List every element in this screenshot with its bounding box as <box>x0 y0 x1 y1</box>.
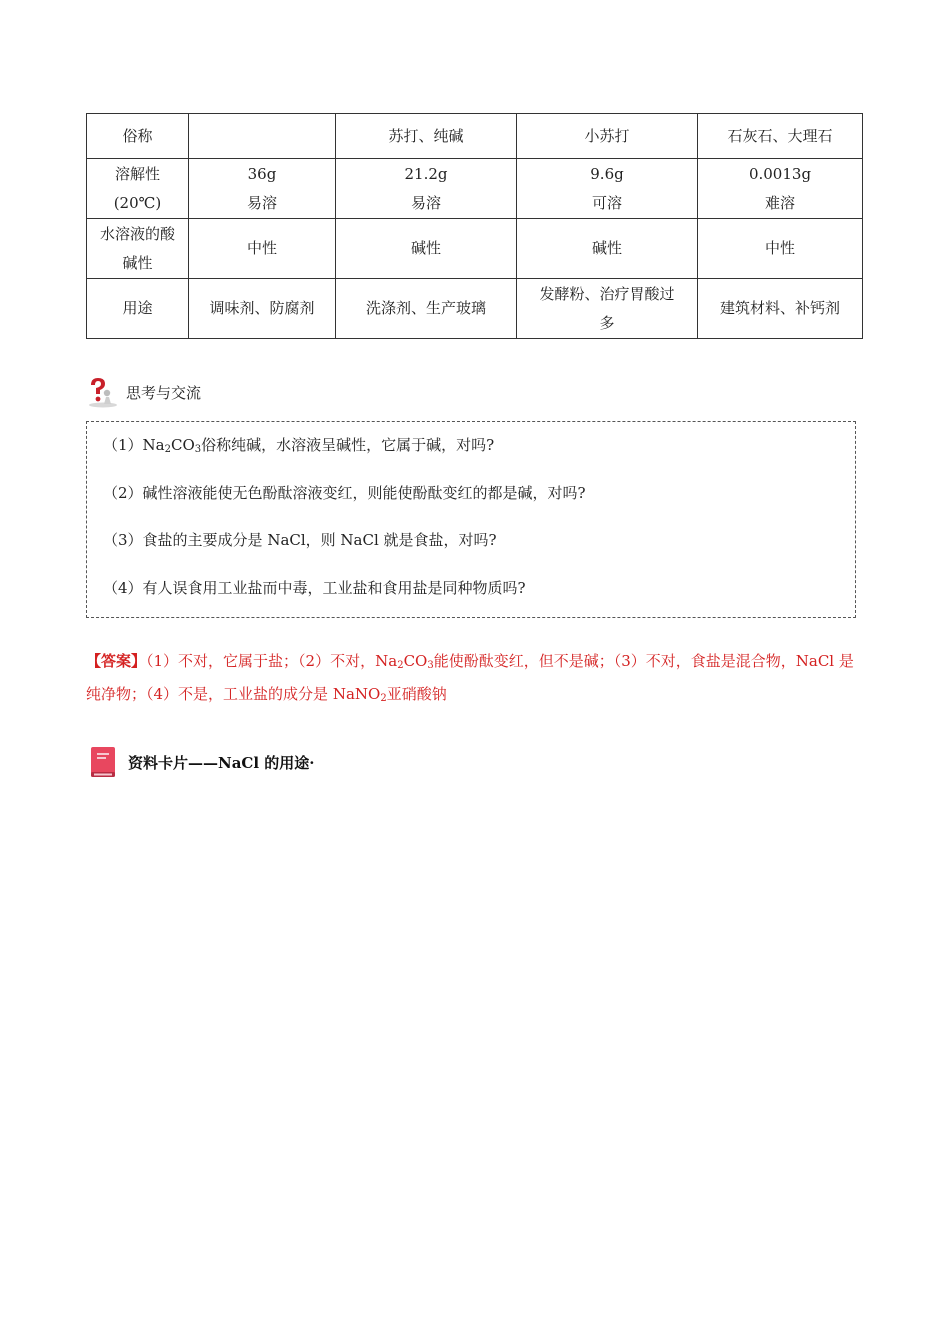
card-title: 资料卡片——NaCl 的用途· <box>128 753 315 772</box>
question-item: $(1)Na_2CO_3$俗称纯碱，水溶液呈碱性，它属于碱，对吗? <box>103 436 495 455</box>
table-cell: 碱性 <box>517 219 698 279</box>
table-cell: 洗涤剂、生产玻璃 <box>336 279 517 339</box>
question-item: （4）有人误食用工业盐而中毒，工业盐和食用盐是同种物质吗? <box>103 578 526 597</box>
think-section-header <box>86 376 201 408</box>
table-cell: 石灰石、大理石 <box>698 114 863 159</box>
table-row <box>87 219 863 279</box>
info-card-header <box>88 746 315 778</box>
row-label: 俗称 <box>87 114 189 159</box>
answer-tag: 【答案】 <box>86 652 147 670</box>
table-cell <box>189 114 336 159</box>
table-cell: 发酵粉、治疗胃酸过 多 <box>517 279 698 339</box>
table-cell: 建筑材料、补钙剂 <box>698 279 863 339</box>
table-row <box>87 159 863 219</box>
table-cell: 小苏打 <box>517 114 698 159</box>
question-item: （2）碱性溶液能使无色酚酞溶液变红，则能使酚酞变红的都是碱，对吗? <box>103 483 586 502</box>
table-cell: 中性 <box>189 219 336 279</box>
row-label: 用途 <box>87 279 189 339</box>
answer-paragraph: 【答案】（1）不对，它属于盐；（2）不对，$Na_2CO_3$能使酚酞变红，但不是碱；（3）不对，食盐是混合物，NaCl 是纯净物；（4）不是，工业盐的成分是 NaNO$_2$亚硝酸钠 <box>86 652 854 704</box>
table-row <box>87 279 863 339</box>
table-cell: 21.2g 易溶 <box>336 159 517 219</box>
table-cell: 中性 <box>698 219 863 279</box>
table-cell: 0.0013g 难溶 <box>698 159 863 219</box>
table-cell: 碱性 <box>336 219 517 279</box>
question-mark-person-icon <box>86 376 120 408</box>
question-item: （3）食盐的主要成分是 NaCl，则 NaCl 就是食盐，对吗? <box>103 531 497 549</box>
row-label: 水溶液的酸 碱性 <box>87 219 189 279</box>
row-label: 溶解性 (20℃) <box>87 159 189 219</box>
table-cell: 调味剂、防腐剂 <box>189 279 336 339</box>
think-title: 思考与交流 <box>126 383 202 402</box>
properties-table <box>86 113 863 339</box>
table-row <box>87 114 863 159</box>
book-icon <box>88 746 118 778</box>
table-cell: 苏打、纯碱 <box>336 114 517 159</box>
think-question-box <box>86 421 856 618</box>
table-cell: 36g 易溶 <box>189 159 336 219</box>
table-cell: 9.6g 可溶 <box>517 159 698 219</box>
